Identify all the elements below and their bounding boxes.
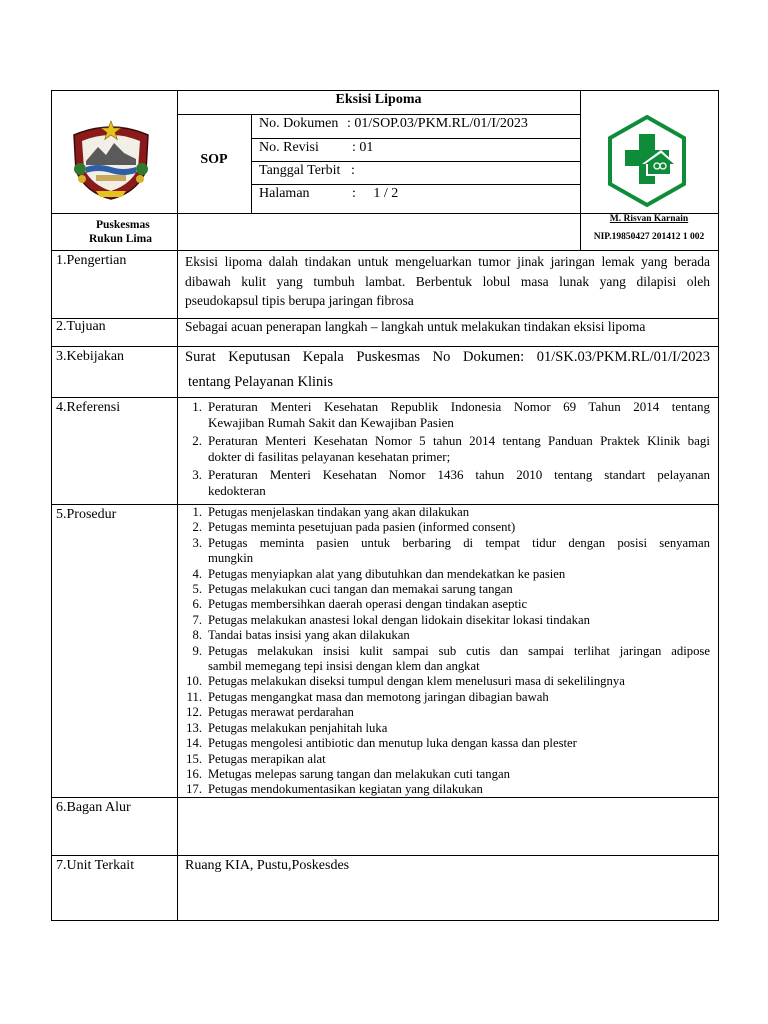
referensi-item-number: 1. [192,399,202,414]
org-name-line2: Rukun Lima [89,233,152,245]
section-label-kebijakan: 3.Kebijakan [56,349,125,364]
col-divider-sop [251,114,252,213]
rule-meta-2 [251,161,580,162]
referensi-list [178,399,710,501]
prosedur-step [178,782,710,797]
prosedur-step-number: 8. [192,628,202,643]
prosedur-step-text: Petugas mengolesi antibiotic dan menutup luka dengan kassa dan plester [208,736,577,751]
prosedur-step [178,505,710,520]
prosedur-step-number: 11. [186,689,202,704]
rule-row-1 [51,250,719,251]
prosedur-step-number: 9. [192,643,202,658]
section-label-pengertian: 1.Pengertian [56,253,127,268]
prosedur-step [178,628,710,643]
prosedur-step [178,567,710,582]
prosedur-step-number: 10. [186,674,202,689]
section-label-bagan-alur: 6.Bagan Alur [56,800,131,815]
referensi-item-number: 2. [192,433,202,448]
prosedur-step [178,536,710,567]
prosedur-step-text: Petugas melakukan insisi kulit sampai sub cutis dan sampai terlihat jaringan adipose [208,643,710,658]
referensi-item-line2: kedokteran [208,483,266,498]
prosedur-step-text: Petugas meminta pesetujuan pada pasien (informed consent) [208,520,516,535]
rule-row-7 [51,855,719,856]
section-label-prosedur: 5.Prosedur [56,507,117,522]
prosedur-step-text: Petugas menjelaskan tindakan yang akan dilakukan [208,505,470,519]
rule-meta-3 [251,184,580,185]
unit-terkait-text: Ruang KIA, Pustu,Poskesdes [185,858,350,873]
meta-label-halaman: Halaman [259,186,310,201]
referensi-item-line2: dokter di fasilitas pelayanan kesehatan primer; [208,449,451,464]
kebijakan-line1: Surat Keputusan Kepala Puskesmas No Dokumen: 01/SK.03/PKM.RL/01/I/2023 [185,349,710,365]
prosedur-step [178,644,710,675]
pengertian-line: pseudokapsul tipis berupa jaringan fibrosa [185,293,414,309]
signatory-nip: NIP.19850427 201412 1 002 [593,232,705,242]
referensi-item-line1: Peraturan Menteri Kesehatan Nomor 5 tahun 2014 tentang Panduan Praktek Klinik bagi [208,433,710,448]
prosedur-step-text: Petugas melakukan cuci tangan dan memakai sarung tangan [208,582,513,597]
prosedur-step-text-cont: sambil memegang tepi insisi dengan klem dan angkat [208,659,480,674]
border-top [51,90,719,91]
org-name-line1: Puskesmas [96,219,150,231]
signatory-name: M. Risvan Karnain [609,214,689,224]
pengertian-text [185,252,710,311]
section-label-tujuan: 2.Tujuan [56,319,106,334]
prosedur-step [178,597,710,612]
rule-row-4 [51,397,719,398]
referensi-item [178,399,710,431]
prosedur-step-number: 14. [186,736,202,751]
meta-label-no-dokumen: No. Dokumen [259,116,339,131]
prosedur-step-text: Petugas mendokumentasikan kegiatan yang dilakukan [208,782,483,797]
prosedur-step-number: 16. [186,766,202,781]
section-label-referensi: 4.Referensi [56,400,121,415]
prosedur-step-text-cont: mungkin [208,551,254,566]
prosedur-step-number: 1. [192,505,202,519]
tujuan-text: Sebagai acuan penerapan langkah – langkah untuk melakukan tindakan eksisi lipoma [185,319,646,334]
prosedur-step-text: Petugas meminta pasien untuk berbaring di tempat tidur dengan posisi senyaman [208,535,710,550]
border-left [51,90,52,921]
prosedur-step-number: 17. [186,782,202,797]
prosedur-step-number: 7. [192,612,202,627]
sop-label: SOP [200,152,228,167]
prosedur-step-text: Petugas merawat perdarahan [208,705,354,720]
prosedur-step-text: Petugas membersihkan daerah operasi dengan tindakan aseptic [208,597,528,612]
meta-value-no-dokumen: : 01/SOP.03/PKM.RL/01/I/2023 [347,116,528,131]
referensi-item-line1: Peraturan Menteri Kesehatan Republik Indonesia Nomor 69 Tahun 2014 tentang [208,399,710,414]
meta-value-tanggal-terbit: : [351,163,355,178]
prosedur-step [178,736,710,751]
prosedur-step [178,705,710,720]
prosedur-step-number: 13. [186,720,202,735]
kebijakan-line2: tentang Pelayanan Klinis [188,374,333,390]
rule-meta-1 [251,138,580,139]
prosedur-step-text: Metugas melepas sarung tangan dan melakukan cuti tangan [208,766,510,781]
prosedur-step-text: Petugas melakukan diseksi tumpul dengan klem menelusuri masa di sekelilingnya [208,674,625,689]
prosedur-step-number: 6. [192,597,202,612]
prosedur-step-text: Petugas menyiapkan alat yang dibutuhkan dan mendekatkan ke pasien [208,566,566,581]
prosedur-step-number: 15. [186,751,202,766]
prosedur-step-number: 2. [192,520,202,535]
prosedur-list [178,505,710,798]
referensi-item [178,433,710,465]
document-title: Eksisi Lipoma [335,92,422,107]
rule-title-bottom [177,114,580,115]
prosedur-step-text: Petugas merapikan alat [208,751,326,766]
prosedur-step-number: 3. [192,535,202,550]
referensi-item [178,467,710,499]
prosedur-step [178,582,710,597]
meta-label-no-revisi: No. Revisi [259,140,319,155]
referensi-item-number: 3. [192,467,202,482]
border-bottom [51,920,719,921]
prosedur-step-text: Petugas mengangkat masa dan memotong jaringan dibagian bawah [208,689,549,704]
prosedur-step [178,767,710,782]
puskesmas-logo [606,114,688,208]
meta-value-no-revisi: : 01 [352,140,374,155]
meta-label-tanggal-terbit: Tanggal Terbit [259,163,341,178]
rule-row-3 [51,346,719,347]
prosedur-step-number: 12. [186,705,202,720]
prosedur-step [178,520,710,535]
meta-value-halaman: : 1 / 2 [352,186,399,201]
prosedur-step-text: Petugas melakukan penjahitah luka [208,720,388,735]
referensi-item-line1: Peraturan Menteri Kesehatan Nomor 1436 tahun 2010 tentang standart pelayanan [208,467,710,482]
prosedur-step-text: Petugas melakukan anastesi lokal dengan lidokain disekitar lokasi tindakan [208,612,590,627]
col-divider-logo [580,90,581,250]
pengertian-line: dibawah kulit yang tumbuh lambat. Berbentuk lobul masa lunak yang dilapisi oleh [185,273,710,289]
prosedur-step-text: Tandai batas insisi yang akan dilakukan [208,628,410,643]
border-right [718,90,719,921]
district-emblem [66,113,156,203]
referensi-item-line2: Kewajiban Rumah Sakit dan Kewajiban Pasien [208,415,454,430]
prosedur-step [178,690,710,705]
prosedur-step [178,674,710,689]
section-label-unit-terkait: 7.Unit Terkait [56,858,135,873]
pengertian-line: Eksisi lipoma dalah tindakan untuk mengeluarkan tumor jinak jaringan lemak yang berada [185,254,710,269]
prosedur-step-number: 5. [192,582,202,597]
prosedur-step [178,721,710,736]
prosedur-step-number: 4. [192,566,202,581]
prosedur-step [178,752,710,767]
prosedur-step [178,613,710,628]
